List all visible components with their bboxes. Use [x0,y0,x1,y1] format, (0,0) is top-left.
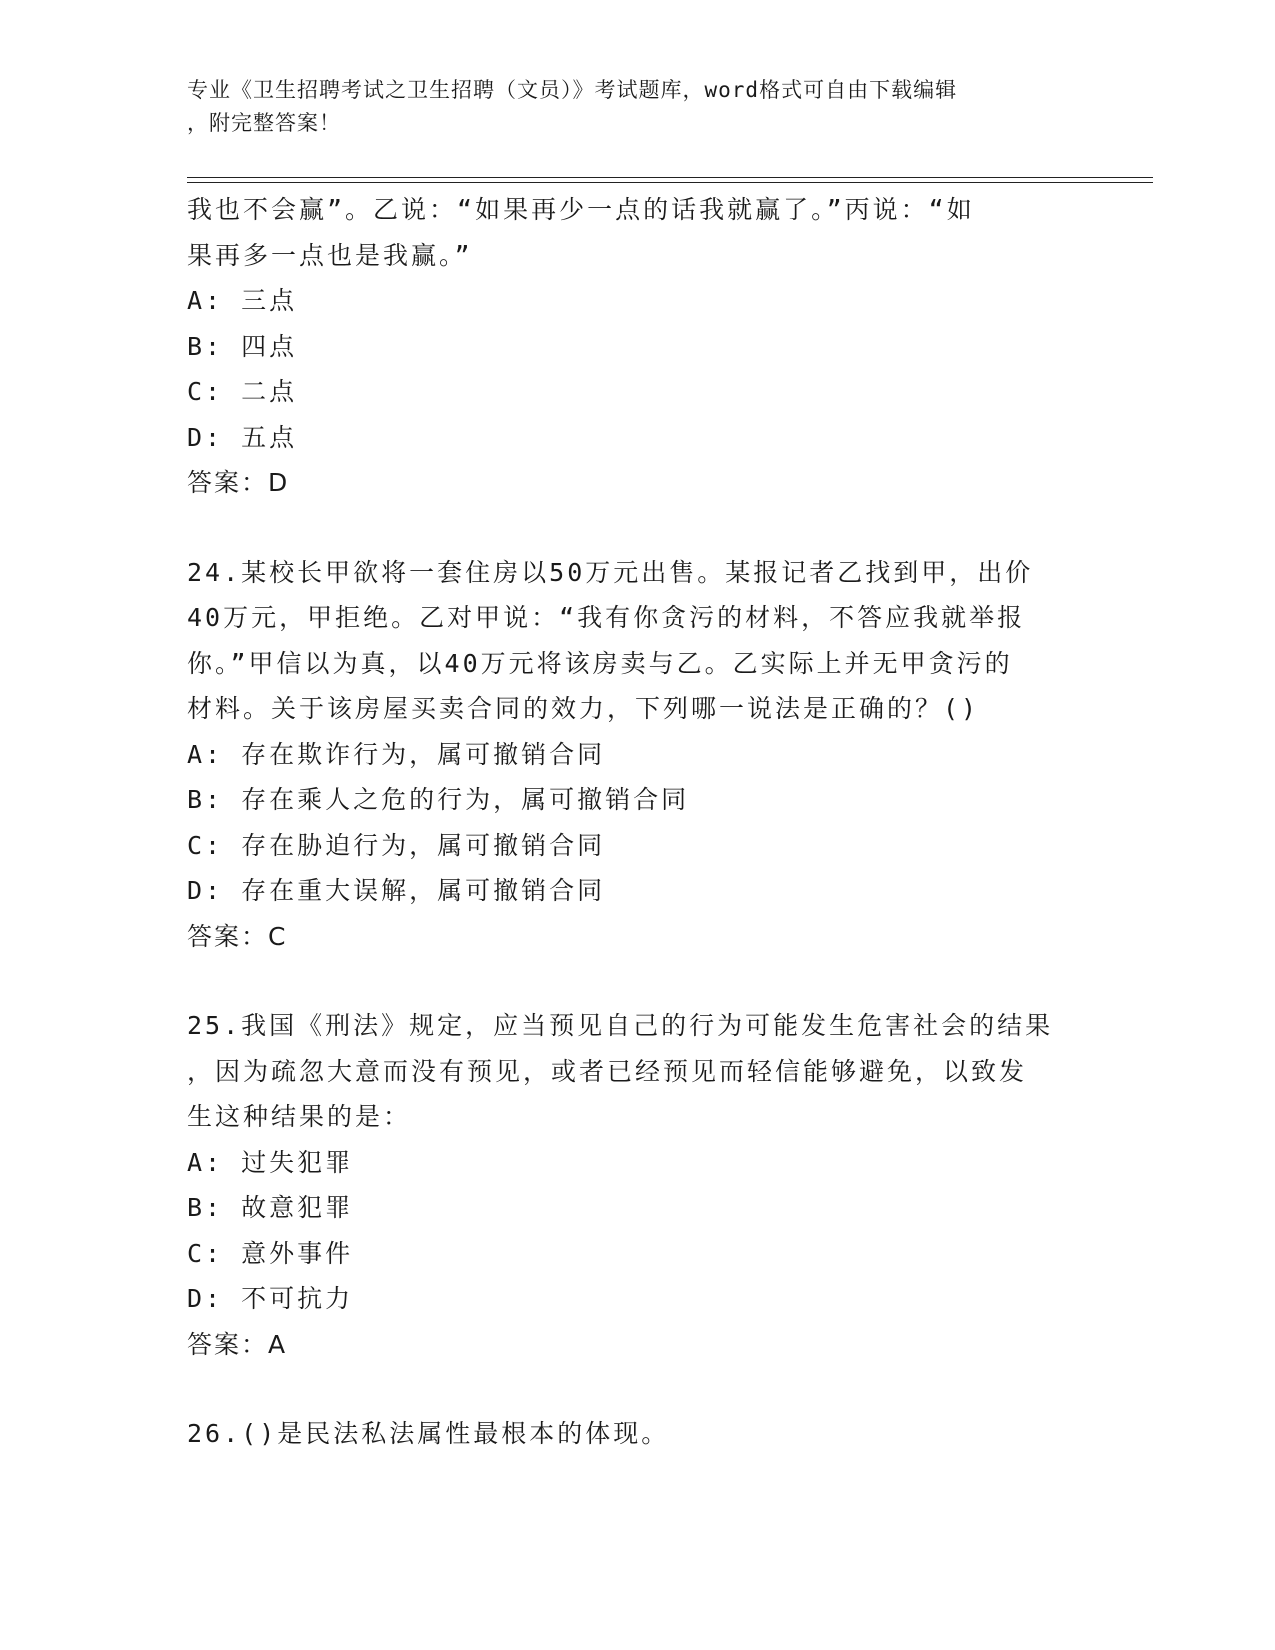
spacer [187,1367,1087,1411]
question-stem-line: 你。”甲信以为真，以40万元将该房卖与乙。乙实际上并无甲贪污的 [187,648,1013,678]
question-list [187,187,1087,1457]
header-line-1: 专业《卫生招聘考试之卫生招聘（文员）》考试题库，word格式可自由下载编辑 [187,78,958,102]
option-c: C: 存在胁迫行为，属可撤销合同 [187,830,606,860]
option-c: C: 二点 [187,377,298,406]
option-a: A: 三点 [187,286,298,315]
answer-label: 答案：A [187,1329,288,1359]
option-c: C: 意外事件 [187,1238,354,1268]
question-stem-line: 我也不会赢”。乙说：“如果再少一点的话我就赢了。”丙说：“如 [187,195,975,224]
option-b: B: 故意犯罪 [187,1193,354,1222]
question-stem-line: ，因为疏忽大意而没有预见，或者已经预见而轻信能够避免，以致发 [187,1056,1028,1086]
header-divider-bottom [187,182,1153,183]
question-stem-line: 25.我国《刑法》规定，应当预见自己的行为可能发生危害社会的结果 [187,1011,1054,1040]
question-24 [187,550,1087,960]
question-stem-line: 26.()是民法私法属性最根本的体现。 [187,1419,670,1448]
question-stem-line: 24.某校长甲欲将一套住房以50万元出售。某报记者乙找到甲，出价 [187,557,1034,587]
option-d: D: 不可抗力 [187,1284,354,1313]
spacer [187,959,1087,1003]
document-header [187,74,1067,140]
answer-label: 答案：C [187,921,288,951]
option-b: B: 四点 [187,331,298,361]
question-stem-line: 果再多一点也是我赢。” [187,240,473,270]
question-stem-line: 40万元，甲拒绝。乙对甲说：“我有你贪污的材料，不答应我就举报 [187,603,1026,632]
question-stem-line: 生这种结果的是： [187,1102,412,1131]
option-b: B: 存在乘人之危的行为，属可撤销合同 [187,785,690,814]
question-stem-line: 材料。关于该房屋买卖合同的效力，下列哪一说法是正确的？() [187,694,980,723]
option-d: D: 存在重大误解，属可撤销合同 [187,876,606,905]
question-26 [187,1411,1087,1457]
answer-label: 答案：D [187,468,290,497]
option-a: A: 过失犯罪 [187,1147,354,1177]
header-divider-top [187,177,1153,178]
question-23 [187,187,1087,506]
question-25 [187,1003,1087,1367]
option-d: D: 五点 [187,422,298,452]
header-line-2: ，附完整答案！ [187,111,341,135]
spacer [187,506,1087,550]
option-a: A: 存在欺诈行为，属可撤销合同 [187,739,606,769]
